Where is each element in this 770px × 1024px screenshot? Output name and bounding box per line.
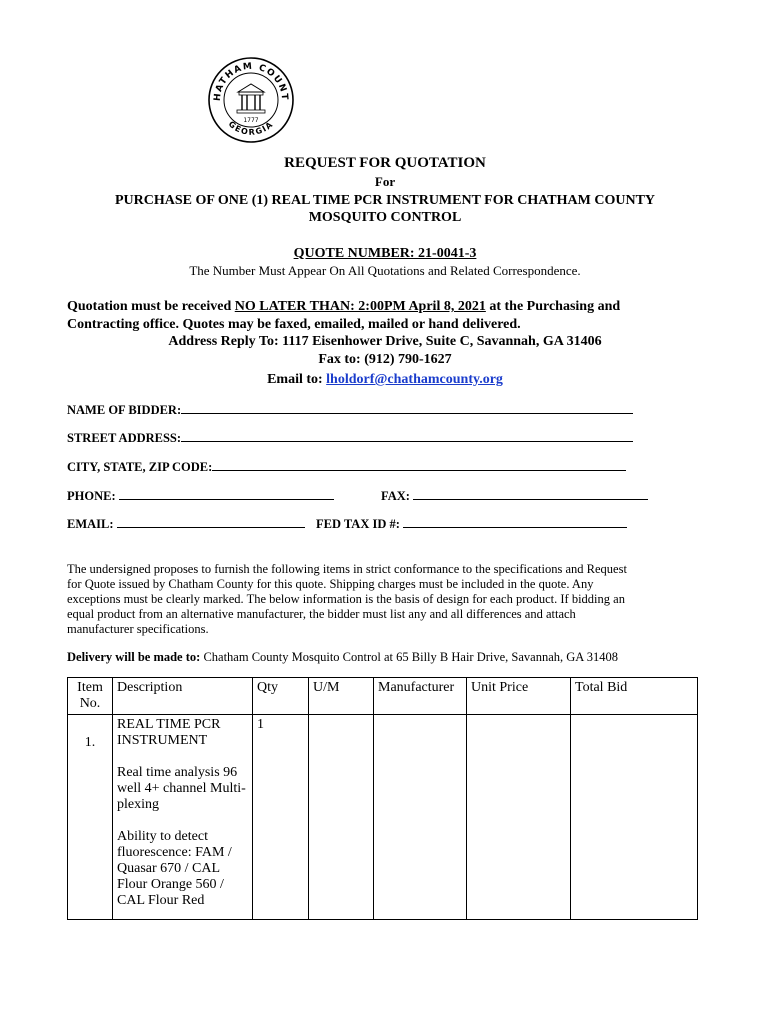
header-item-no: Item No. xyxy=(68,678,113,715)
terms-line: equal product from an alternative manufacturer, the bidder must list any and all differences and attach xyxy=(67,607,576,621)
city-state-zip-field[interactable]: CITY, STATE, ZIP CODE: xyxy=(67,459,626,475)
quote-note: The Number Must Appear On All Quotations and Related Correspondence. xyxy=(189,263,581,278)
street-address-label: STREET ADDRESS xyxy=(67,431,177,445)
street-address-field[interactable]: STREET ADDRESS: xyxy=(67,430,633,446)
subject-line-1: PURCHASE OF ONE (1) REAL TIME PCR INSTRUMENT FOR CHATHAM COUNTY xyxy=(114,193,656,208)
table-header-row xyxy=(68,678,698,715)
terms-line: for Quote issued by Chatham County for this quote. Shipping charges must be included in the quote. Any xyxy=(67,577,594,591)
table-row xyxy=(68,715,698,920)
svg-text:CHATHAM COUNTY: HATHAM COUNT xyxy=(212,61,290,102)
svg-text:1777: 1777 xyxy=(243,117,259,124)
item-number: 1. xyxy=(68,715,113,920)
page-title: REQUEST FOR QUOTATION xyxy=(284,155,486,171)
email-field-label: EMAIL: xyxy=(67,517,114,531)
email-line xyxy=(0,371,770,388)
terms-line: The undersigned proposes to furnish the following items in strict conformance to the specifications and Request xyxy=(67,562,627,576)
delivery-line xyxy=(67,650,618,665)
header-manufacturer: Manufacturer xyxy=(374,678,467,715)
item-title: REAL TIME PCR INSTRUMENT xyxy=(117,717,221,748)
item-description xyxy=(113,715,253,920)
terms-line: manufacturer specifications. xyxy=(67,622,209,636)
items-table xyxy=(67,677,698,920)
item-qty: 1 xyxy=(253,715,309,920)
fax-field[interactable] xyxy=(381,488,648,504)
bidder-name-label: NAME OF BIDDER xyxy=(67,403,177,417)
phone-field[interactable] xyxy=(67,488,334,504)
bidder-name-field[interactable]: NAME OF BIDDER: xyxy=(67,402,633,418)
terms-line: exceptions must be clearly marked. The below information is the basis of design for each product. If bidding an xyxy=(67,592,625,606)
phone-label: PHONE: xyxy=(67,489,116,503)
subject-line-2: MOSQUITO CONTROL xyxy=(308,210,462,225)
header-total-bid: Total Bid xyxy=(571,678,698,715)
email-label: Email to: xyxy=(267,372,327,387)
deadline-line xyxy=(67,298,620,315)
fed-tax-id-label: FED TAX ID #: xyxy=(316,517,400,531)
title-for: For xyxy=(374,174,396,189)
reply-address: Address Reply To: 1117 Eisenhower Drive, Suite C, Savannah, GA 31406 xyxy=(168,334,602,349)
svg-text:GEORGIA: GEORGIA xyxy=(226,119,276,137)
terms-paragraph xyxy=(67,562,707,637)
email-field[interactable] xyxy=(67,516,305,532)
item-unit-price-cell[interactable] xyxy=(467,715,571,920)
header-qty: Qty xyxy=(253,678,309,715)
header-um: U/M xyxy=(309,678,374,715)
header-unit-price: Unit Price xyxy=(467,678,571,715)
deadline-prefix: Quotation must be received xyxy=(67,299,235,314)
deadline-suffix: at the Purchasing and xyxy=(485,299,621,314)
item-manufacturer-cell[interactable] xyxy=(374,715,467,920)
email-link[interactable]: lholdorf@chathamcounty.org xyxy=(326,372,503,387)
item-total-bid-cell[interactable] xyxy=(571,715,698,920)
fed-tax-id-field[interactable] xyxy=(316,516,627,532)
header-description: Description xyxy=(113,678,253,715)
delivery-methods: Contracting office. Quotes may be faxed, emailed, mailed or hand delivered. xyxy=(67,317,521,332)
deadline-date: NO LATER THAN: 2:00PM April 8, 2021 xyxy=(234,299,486,314)
county-seal xyxy=(206,52,296,148)
item-um-cell[interactable] xyxy=(309,715,374,920)
delivery-address: Chatham County Mosquito Control at 65 Billy B Hair Drive, Savannah, GA 31408 xyxy=(200,650,618,664)
quote-number: QUOTE NUMBER: 21-0041-3 xyxy=(293,246,477,261)
delivery-label: Delivery will be made to: xyxy=(67,650,201,664)
city-state-zip-label: CITY, STATE, ZIP CODE xyxy=(67,460,209,474)
fax-number: Fax to: (912) 790-1627 xyxy=(318,352,452,367)
item-spec-fluorescence: Ability to detect fluorescence: FAM / Quasar 670 / CAL Flour Orange 560 / CAL Flour Red xyxy=(117,829,232,908)
fax-label: FAX: xyxy=(381,489,410,503)
item-spec-analysis: Real time analysis 96 well 4+ channel Multi-plexing xyxy=(117,765,246,812)
